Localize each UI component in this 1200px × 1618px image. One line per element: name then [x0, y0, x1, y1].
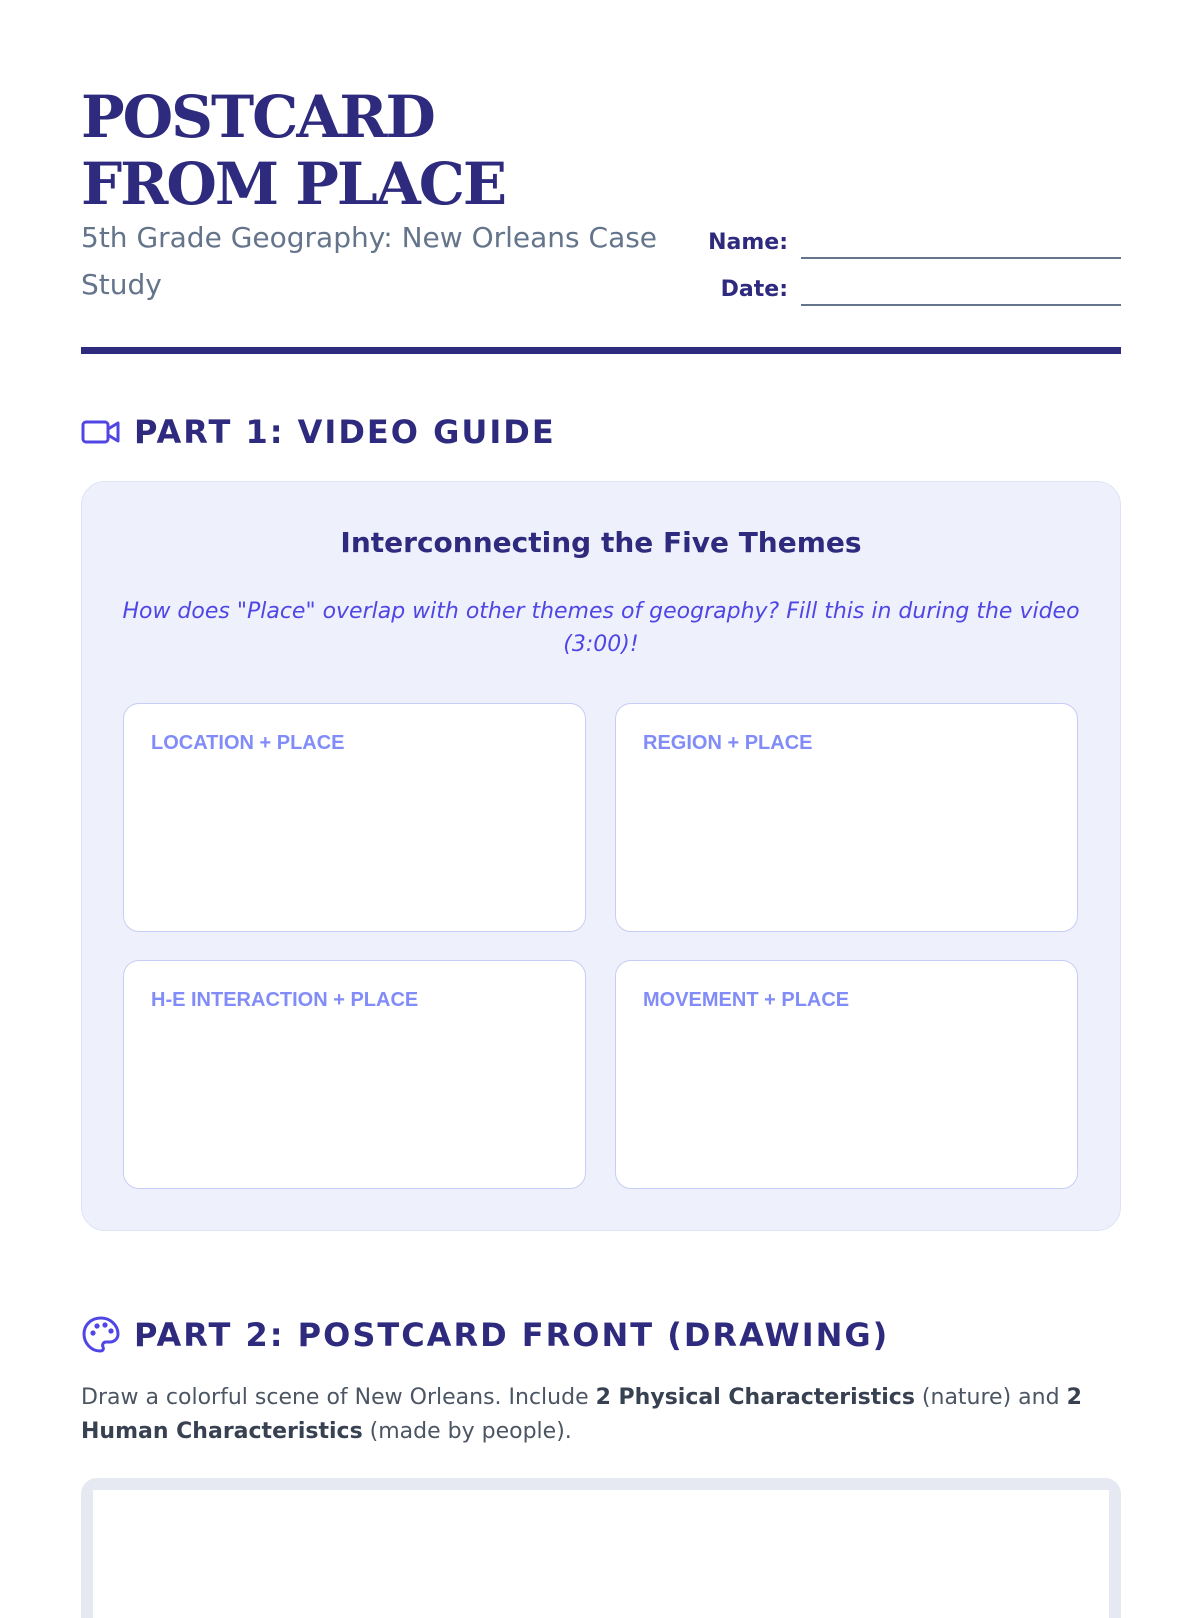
postcard-drawing-frame: [81, 1478, 1121, 1618]
panel-instructions: How does "Place" overlap with other themes of geography? Fill this in during the video (3:00)!: [122, 599, 1080, 657]
drawing-area[interactable]: [93, 1490, 1109, 1618]
physical-emphasis: 2 Physical Characteristics: [595, 1385, 915, 1410]
location-place-box[interactable]: [123, 703, 586, 932]
palette-icon: [81, 1315, 121, 1355]
name-label: Name:: [708, 230, 788, 255]
part2-heading: [81, 1315, 889, 1355]
date-field[interactable]: [801, 304, 1121, 306]
box-label: H-E INTERACTION + PLACE: [151, 989, 419, 1011]
page-subtitle: 5th Grade Geography: New Orleans Case Study: [81, 221, 658, 301]
box-label: MOVEMENT + PLACE: [643, 989, 850, 1011]
instr-text: Draw a colorful scene of New Orleans. Include: [81, 1385, 596, 1410]
panel-title: Interconnecting the Five Themes: [340, 526, 862, 559]
name-field[interactable]: [801, 257, 1121, 259]
page-title: POSTCARD FROM PLACE: [81, 83, 506, 218]
part1-title: PART 1: VIDEO GUIDE: [134, 413, 556, 451]
box-label: REGION + PLACE: [643, 732, 813, 754]
movement-place-box[interactable]: [615, 960, 1078, 1189]
part1-heading: [81, 412, 556, 452]
header-divider: [81, 347, 1121, 354]
region-place-box[interactable]: [615, 703, 1078, 932]
box-label: LOCATION + PLACE: [151, 732, 345, 754]
part2-instructions: [81, 1381, 1121, 1449]
instr-text: (made by people).: [362, 1419, 572, 1444]
video-guide-panel: [81, 481, 1121, 1231]
instr-text: (nature) and: [914, 1385, 1067, 1410]
date-label: Date:: [720, 277, 788, 302]
part2-title: PART 2: POSTCARD FRONT (DRAWING): [134, 1316, 890, 1354]
human-emphasis: 2 Human Characteristics: [81, 1385, 1082, 1444]
he-interaction-place-box[interactable]: [123, 960, 586, 1189]
video-camera-icon: [81, 412, 121, 452]
